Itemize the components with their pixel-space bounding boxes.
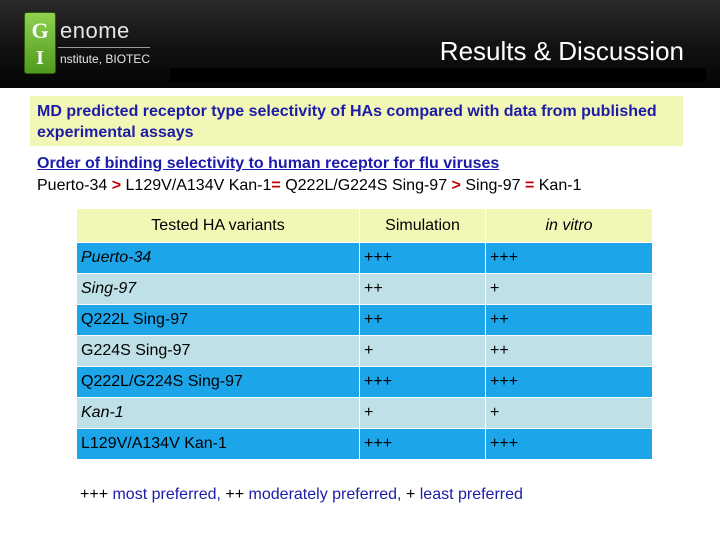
slide-title: Results & Discussion (439, 36, 684, 66)
table-row (77, 274, 653, 305)
table-row (77, 336, 653, 367)
order-item: Kan-1 (538, 177, 582, 194)
logo-letter-g: G (31, 18, 49, 43)
simulation-cell: ++ (360, 305, 486, 336)
title-underline-bar (170, 68, 706, 82)
order-item: Sing-97 (465, 177, 521, 194)
table-header-row (77, 209, 653, 243)
order-item: Puerto-34 (37, 177, 108, 194)
table-row (77, 398, 653, 429)
in-vitro-cell: +++ (486, 243, 653, 274)
in-vitro-cell: + (486, 398, 653, 429)
variant-cell: L129V/A134V Kan-1 (77, 429, 360, 460)
order-item: Q222L/G224S Sing-97 (285, 177, 448, 194)
table-row (77, 305, 653, 336)
variant-cell: Q222L/G224S Sing-97 (77, 367, 360, 398)
simulation-cell: + (360, 398, 486, 429)
in-vitro-cell: + (486, 274, 653, 305)
genome-institute-logo (24, 12, 56, 74)
variant-cell: Kan-1 (77, 398, 360, 429)
header-in-vitro: in vitro (486, 209, 653, 243)
selectivity-table (76, 208, 653, 460)
legend-symbol-least: + (405, 486, 416, 503)
table-row (77, 429, 653, 460)
simulation-cell: +++ (360, 243, 486, 274)
simulation-cell: ++ (360, 274, 486, 305)
variant-cell: Sing-97 (77, 274, 360, 305)
table-row (77, 243, 653, 274)
in-vitro-cell: +++ (486, 367, 653, 398)
in-vitro-cell: ++ (486, 305, 653, 336)
logo-divider (58, 47, 150, 48)
logo-letter-i: I (36, 47, 44, 69)
rating-legend (80, 486, 523, 504)
order-sequence (37, 177, 581, 195)
order-item: L129V/A134V Kan-1 (125, 177, 272, 194)
legend-text-moderate: moderately preferred, (244, 486, 406, 503)
greater-than-symbol: > (451, 177, 461, 194)
equal-symbol: = (524, 177, 535, 194)
simulation-cell: + (360, 336, 486, 367)
variant-cell: G224S Sing-97 (77, 336, 360, 367)
variant-cell: Puerto-34 (77, 243, 360, 274)
slide-subtitle: MD predicted receptor type selectivity of HAs compared with data from published experimental assays (30, 96, 683, 146)
in-vitro-cell: +++ (486, 429, 653, 460)
logo-wordmark: enome (60, 18, 130, 43)
legend-text-most: most preferred, (108, 486, 226, 503)
header-variants: Tested HA variants (77, 209, 360, 243)
greater-than-symbol: > (111, 177, 122, 194)
simulation-cell: +++ (360, 367, 486, 398)
simulation-cell: +++ (360, 429, 486, 460)
equal-symbol: = (271, 177, 281, 194)
order-heading: Order of binding selectivity to human receptor for flu viruses (37, 155, 500, 172)
in-vitro-cell: ++ (486, 336, 653, 367)
legend-text-least: least preferred (415, 486, 523, 503)
header-bar (0, 0, 720, 88)
logo-subtitle: nstitute, BIOTEC (60, 52, 151, 66)
legend-symbol-most: +++ (80, 486, 109, 503)
header-simulation: Simulation (360, 209, 486, 243)
table-row (77, 367, 653, 398)
legend-symbol-moderate: ++ (225, 486, 245, 503)
variant-cell: Q222L Sing-97 (77, 305, 360, 336)
